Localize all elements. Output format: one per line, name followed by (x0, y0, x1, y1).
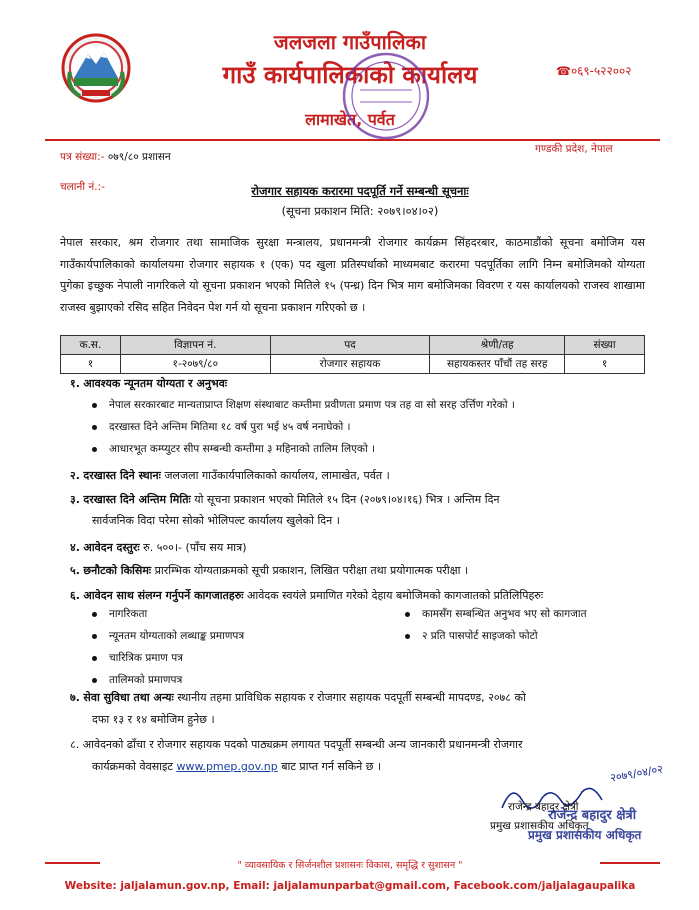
list-item: २ प्रति पासपोर्ट साइजको फोटो (405, 626, 538, 647)
section-fee: ४. आवेदन दस्तुरः रु. ५००।- (पाँच सय मात्र) (70, 541, 247, 554)
section-application-place: २. दरखास्त दिने स्थानः जलजला गाउँकार्यपालिकाको कार्यालय, लामाखेत, पर्वत । (70, 469, 390, 482)
list-item: आधारभूत कम्प्युटर सीप सम्बन्धी कम्तीमा ३ महिनाको तालिम लिएको । (92, 439, 375, 460)
list-item: कामसँग सम्बन्धित अनुभव भए सो कागजात (405, 604, 587, 625)
reference-number (60, 150, 171, 164)
list-item: चारित्रिक प्रमाण पत्र (92, 648, 183, 669)
cell-serial: १ (61, 355, 121, 374)
cell-level: सहायकस्तर पाँचौं तह सरह (430, 355, 565, 374)
dispatch-number-label: चलानी नं.:- (60, 181, 105, 193)
notice-subtitle: (सूचना प्रकाशन मिति: २०७९।०४।०२) (281, 204, 439, 218)
signature-date: २०७९/०४/०२ (609, 762, 664, 785)
section-facilities: ७. सेवा सुविधा तथा अन्यः स्थानीय तहमा प्राविधिक सहायक र रोजगार सहायक पदपूर्ती सम्बन्धी मापदण्ड, २०७८ को (70, 691, 526, 704)
col-header-count: संख्या (565, 336, 645, 355)
col-header-ad-no: विज्ञापन नं. (120, 336, 270, 355)
reference-value: ०७९/८० प्रशासन (107, 151, 171, 163)
phone-number: ☎०६९-५२२००२ (556, 64, 632, 78)
section-documents: ६. आवेदन साथ संलग्न गर्नुपर्ने कागजातहरुः आवेदक स्वयंले प्रमाणित गरेको देहाय बमोजिमको कागजातको प्रतिलिपिहरुः (70, 589, 544, 602)
list-item: नागरिकता (92, 604, 147, 625)
cell-count: १ (565, 355, 645, 374)
list-item: न्यूनतम योग्यताको लब्धाङ्क प्रमाणपत्र (92, 626, 244, 647)
section-selection: ५. छनौटको किसिमः प्रारम्भिक योग्यताक्रमको सूची प्रकाशन, लिखित परीक्षा तथा प्रयोगात्मक परीक्षा । (70, 564, 469, 577)
section-deadline: ३. दरखास्त दिने अन्तिम मितिः यो सूचना प्रकाशन भएको मितिले १५ दिन (२०७९।०४।१६) भित्र । अन्तिम दिन (70, 493, 500, 506)
position-table (60, 335, 645, 374)
stamp-name: राजेन्द्र बहादुर क्षेत्री (548, 808, 637, 823)
col-header-level: श्रेणी/तह (430, 336, 565, 355)
table-header-row (61, 336, 645, 355)
col-header-serial: क.स. (61, 336, 121, 355)
cell-ad-no: १-२०७९/८० (120, 355, 270, 374)
municipality-name: जलजला गाउँपालिका (273, 30, 427, 54)
list-item: नेपाल सरकारबाट मान्यताप्राप्त शिक्षण संस्थाबाट कम्तीमा प्रवीणता प्रमाण पत्र तह वा सो सरह उर्त्तिण गरेको । (92, 395, 515, 416)
list-item: दरखास्त दिने अन्तिम मितिमा १८ वर्ष पुरा भई ४५ वर्ष ननाघेको । (92, 417, 351, 438)
section-qualification (70, 373, 227, 394)
section-number: १. (70, 377, 80, 390)
website-link[interactable]: www.pmep.gov.np (176, 760, 278, 773)
footer-slogan: " व्यावसायिक र सिर्जनशील प्रशासनः विकास, समृद्धि र सुशासन " (100, 858, 600, 871)
nepal-emblem-icon (60, 32, 132, 104)
section-facilities-cont: दफा १३ र १४ बमोजिम हुनेछ । (92, 713, 215, 726)
list-item: तालिमको प्रमाणपत्र (92, 670, 182, 691)
table-row (61, 355, 645, 374)
office-address: लामाखेत, पर्वत (305, 110, 395, 129)
province-name: गण्डकी प्रदेश, नेपाल (535, 143, 613, 155)
office-stamp-icon (340, 50, 432, 142)
header-rule (45, 139, 660, 141)
col-header-post: पद (270, 336, 430, 355)
section-deadline-cont: सार्वजनिक विदा परेमा सोको भोलिपल्ट कार्यालय खुलेको दिन । (92, 514, 340, 527)
section-heading: आवश्यक न्यूनतम योग्यता र अनुभवः (83, 377, 228, 390)
office-name: गाउँ कार्यपालिकाको कार्यालय (222, 61, 478, 89)
notice-body: नेपाल सरकार, श्रम रोजगार तथा सामाजिक सुरक्षा मन्त्रालय, प्रधानमन्त्री रोजगार कार्यक्रम सिंहदरबार, काठमाडौंको सूचना बमोजिम यस गाउँकार्यपालिकाको कार्यालयमा रोजगार सहायक १ (एक) पद खुला प्रतिस्पर्धाको माध्यमबाट करारमा पदपूर्तिका लागि निम्न बमोजिमको योग्यता पुगेका इच्छुक नेपाली नागरिकले यो सूचना प्रकाशन भएको मितिले १५ (पन्ध्र) दिन भित्र माग बमोजिमका विवरण र यस कार्यालयको राजस्व शाखामा राजस्व बुझाएको रसिद सहित निवेदन पेश गर्न यो सूचना प्रकाशन गरिएको छ । (60, 236, 645, 314)
signatory-post: प्रमुख प्रशासकीय अधिकृत (490, 820, 589, 832)
notice-title: रोजगार सहायक करारमा पदपूर्ति गर्ने सम्बन्धी सूचनाः (251, 184, 469, 198)
signatory-name: राजेन्द्र बहादुर क्षेत्री (508, 801, 579, 813)
stamp-post: प्रमुख प्रशासकीय अधिकृत (528, 828, 642, 842)
footer-contact: Website: jaljalamun.gov.np, Email: jaljalamunparbat@gmail.com, Facebook.com/jaljalagaupalika (64, 880, 636, 892)
section-info-cont: कार्यक्रमको वेवसाइट www.pmep.gov.np बाट प्राप्त गर्न सकिने छ । (92, 760, 382, 773)
reference-label: पत्र संख्या:- (60, 151, 105, 163)
section-info: ८. आवेदनको ढाँचा र रोजगार सहायक पदको पाठ्यक्रम लगायत पदपूर्ती सम्बन्धी अन्य जानकारी प्रधानमन्त्री रोजगार (70, 738, 523, 751)
cell-post: रोजगार सहायक (270, 355, 430, 374)
